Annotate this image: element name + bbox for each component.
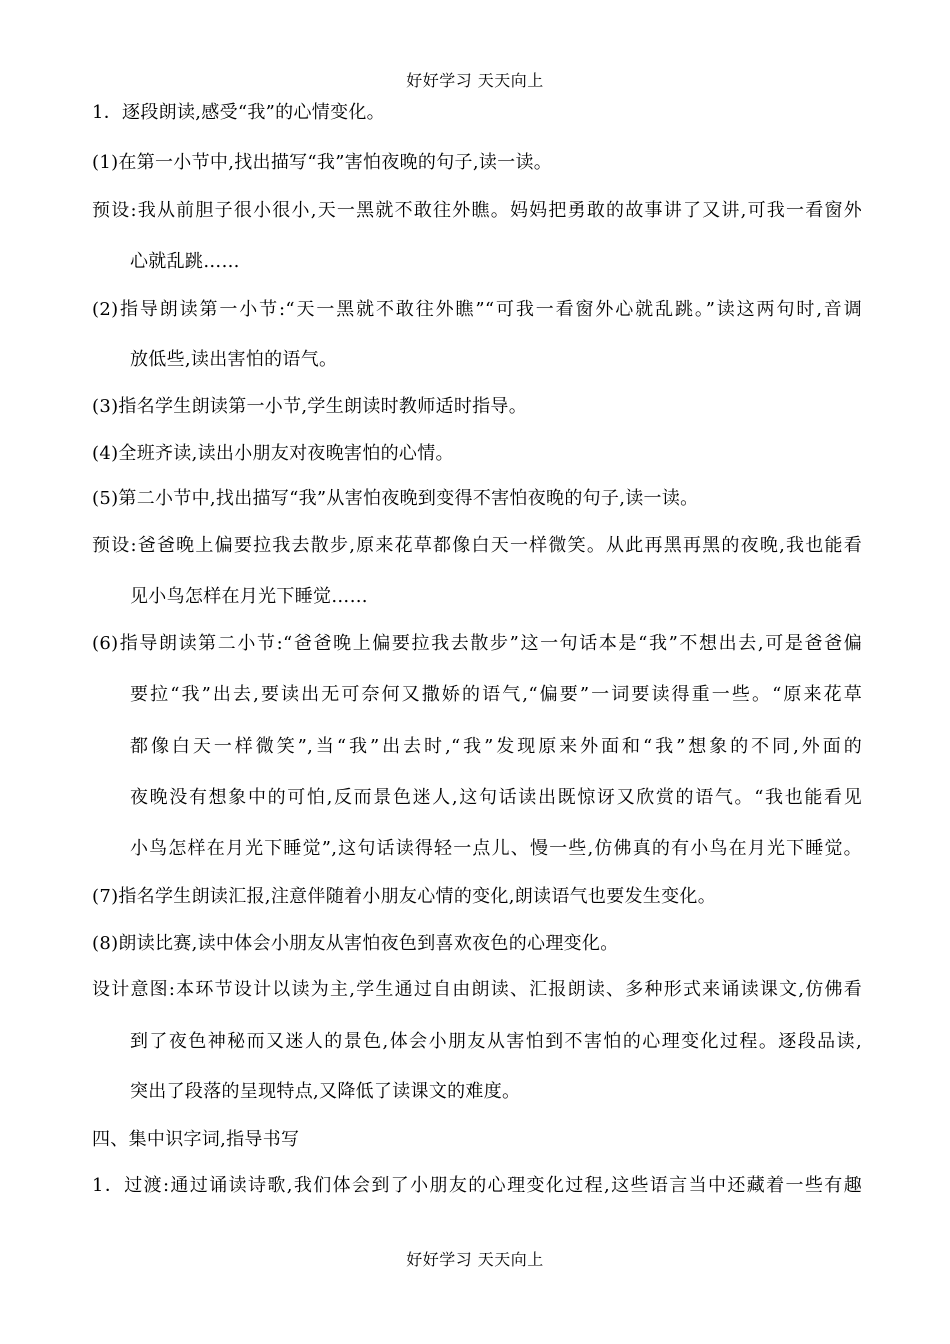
text-line: 见小鸟怎样在月光下睡觉……	[130, 586, 368, 607]
text-line: (5)第二小节中,找出描写“我”从害怕夜晚到变得不害怕夜晚的句子,读一读。	[92, 488, 699, 509]
text-line: 夜晚没有想象中的可怕,反而景色迷人,这句话读出既惊讶又欣赏的语气。“我也能看见	[130, 787, 862, 808]
text-line: 放低些,读出害怕的语气。	[130, 349, 338, 370]
text-line: 预设:爸爸晚上偏要拉我去散步,原来花草都像白天一样微笑。从此再黑再黑的夜晚,我也能看	[92, 535, 862, 556]
page-header: 好好学习 天天向上	[406, 71, 544, 90]
text-line: 1．逐段朗读,感受“我”的心情变化。	[92, 102, 385, 123]
text-line: 突出了段落的呈现特点,又降低了读课文的难度。	[130, 1081, 521, 1102]
text-line: 1．过渡:通过诵读诗歌,我们体会到了小朋友的心理变化过程,这些语言当中还藏着一些有趣	[92, 1175, 862, 1196]
text-line: 到了夜色神秘而又迷人的景色,体会小朋友从害怕到不害怕的心理变化过程。逐段品读,	[130, 1031, 862, 1052]
text-line: 设计意图:本环节设计以读为主,学生通过自由朗读、汇报朗读、多种形式来诵读课文,仿佛看	[92, 979, 862, 1000]
text-line: (4)全班齐读,读出小朋友对夜晚害怕的心情。	[92, 443, 454, 464]
text-line: (2)指导朗读第一小节:“天一黑就不敢往外瞧”“可我一看窗外心就乱跳。”读这两句时,音调	[92, 299, 862, 320]
text-line: (6)指导朗读第二小节:“爸爸晚上偏要拉我去散步”这一句话本是“我”不想出去,可是爸爸偏	[92, 633, 862, 654]
text-line: 预设:我从前胆子很小很小,天一黑就不敢往外瞧。妈妈把勇敢的故事讲了又讲,可我一看窗外	[92, 200, 862, 221]
text-line: 都像白天一样微笑”,当“我”出去时,“我”发现原来外面和“我”想象的不同,外面的	[130, 736, 862, 757]
section-heading: 四、集中识字词,指导书写	[92, 1129, 300, 1150]
page-footer: 好好学习 天天向上	[406, 1250, 544, 1269]
text-line: (1)在第一小节中,找出描写“我”害怕夜晚的句子,读一读。	[92, 152, 553, 173]
text-line: (7)指名学生朗读汇报,注意伴随着小朋友心情的变化,朗读语气也要发生变化。	[92, 886, 717, 907]
text-line: 心就乱跳……	[130, 251, 240, 272]
text-line: 小鸟怎样在月光下睡觉”,这句话读得轻一点儿、慢一些,仿佛真的有小鸟在月光下睡觉。	[130, 838, 862, 859]
text-line: 要拉“我”出去,要读出无可奈何又撒娇的语气,“偏要”一词要读得重一些。“原来花草	[130, 684, 862, 705]
text-line: (8)朗读比赛,读中体会小朋友从害怕夜色到喜欢夜色的心理变化。	[92, 933, 619, 954]
text-line: (3)指名学生朗读第一小节,学生朗读时教师适时指导。	[92, 396, 528, 417]
